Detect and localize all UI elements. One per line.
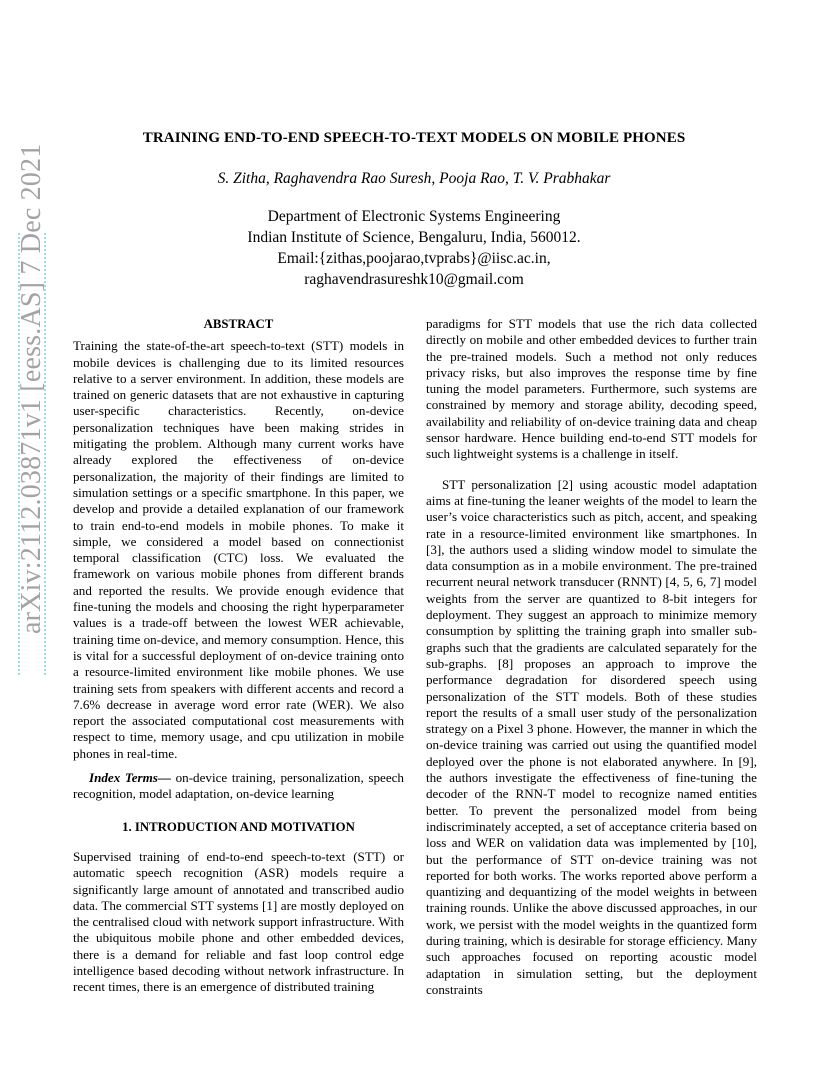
index-terms [73, 770, 404, 803]
abstract-text: Training the state-of-the-art speech-to-text (STT) models in mobile devices is challenging due to its limited resources relative to a server environment. In addition, these models are trained on generic datasets that are not exhaustive in capturing user-specific characteristics. Recently, on-device personalization techniques have been making strides in mitigating the problem. Although many current works have already explored the effectiveness of on-device personalization, the majority of their findings are limited to simulation settings or a specific smartphone. In this paper, we develop and provide a detailed explanation of our framework to train end-to-end models in mobile phones. To make it simple, we considered a model based on connectionist temporal classification (CTC) loss. We evaluated the framework on various mobile phones from different brands and reported the results. We provide enough evidence that fine-tuning the models and choosing the right hyperparameter values is a trade-off between the lowest WER achievable, training time on-device, and memory consumption. Hence, this is vital for a successful deployment of on-device training onto a resource-limited environment like mobile phones. We use training sets from speakers with different accents and record a 7.6% decrease in average word error rate (WER). We also report the associated computational cost measurements with respect to time, memory usage, and cpu utilization in mobile phones in real-time. [73, 338, 404, 761]
affiliation-block [0, 206, 828, 290]
index-terms-label: Index Terms— [89, 770, 171, 786]
affiliation-line: Indian Institute of Science, Bengaluru, India, 560012. [247, 229, 581, 246]
right-column [426, 316, 757, 998]
author-list: S. Zitha, Raghavendra Rao Suresh, Pooja Rao, T. V. Prabhakar [217, 170, 611, 187]
index-terms-text: on-device training, personalization, speech recognition, model adaptation, on-device learning [73, 770, 404, 802]
intro-paragraph-1: Supervised training of end-to-end speech-to-text (STT) or automatic speech recognition (ASR) models require a significantly large amount of annotated and transcribed audio data. The commercial STT systems [1] are mostly deployed on the centralised cloud with network support infrastructure. With the ubiquitous mobile phone and other embedded devices, there is a demand for reliable and fast loop control edge intelligence based decoding without network infrastructure. In recent times, there is an emergence of distributed training [73, 848, 404, 995]
intro-paragraph-2: STT personalization [2] using acoustic model adaptation aims at fine-tuning the leaner weights of the model to learn the user’s voice characteristics such as pitch, accent, and speaking rate in a resource-limited environment like smartphones. In [3], the authors used a sliding window model to simulate the data consumption as in a mobile environment. The pre-trained recurrent neural network transducer (RNNT) [4, 5, 6, 7] model weights from the server are quantized to 8-bit integers for deployment. They suggest an approach to minimize memory consumption by splitting the training graph into smaller sub-graphs such that the gradients are calculated separately for the sub-graphs. [8] proposes an approach to improve the performance degradation for disordered speech using personalization of the STT models. Both of these studies report the results of a small user study of the personalization strategy on a Pixel 3 phone. However, the manner in which the on-device training was carried out using the quantified model deployed over the phone is not elaborated anywhere. In [9], the authors investigate the effectiveness of fine-tuning the decoder of the RNN-T model to recognize named entities better. To prevent the personalized model from being indiscriminately accepted, a set of acceptance criteria based on loss and WER on validation data was implemented by [10], but the performance of STT on-device training was not reported for both works. The works reported above perform a quantizing and dequantizing of the model weights in between training rounds. Unlike the above discussed approaches, in our work, we persist with the model weights in the quantized form during training, which is desirable for storage efficiency. Many such approaches focused on reporting acoustic model adaptation in simulation setting, but the deployment constraints [426, 476, 757, 997]
paper-title: TRAINING END-TO-END SPEECH-TO-TEXT MODELS ON MOBILE PHONES [142, 130, 686, 146]
intro-paragraph-1-continued: paradigms for STT models that use the rich data collected directly on mobile and other embedded devices to further train the pre-trained models. Such a method not only reduces privacy risks, but also improves the response time by fine tuning the model parameters. Furthermore, such systems are constrained by memory and storage ability, decoding speed, availability and reliability of on-device training data and cheap sensor hardware. Hence building end-to-end STT models for such lightweight systems is a challenge in itself. [426, 316, 757, 462]
affiliation-line: Email:{zithas,poojarao,tvprabs}@iisc.ac.in, [277, 250, 551, 267]
left-column [73, 316, 404, 996]
affiliation-line: Department of Electronic Systems Engineering [267, 208, 561, 225]
affiliation-line: raghavendrasureshk10@gmail.com [304, 271, 524, 288]
abstract-heading: ABSTRACT [203, 317, 274, 331]
arxiv-identifier: arXiv:2112.03871v1 [eess.AS] 7 Dec 2021 [16, 143, 47, 634]
intro-heading: 1. INTRODUCTION AND MOTIVATION [122, 819, 355, 834]
